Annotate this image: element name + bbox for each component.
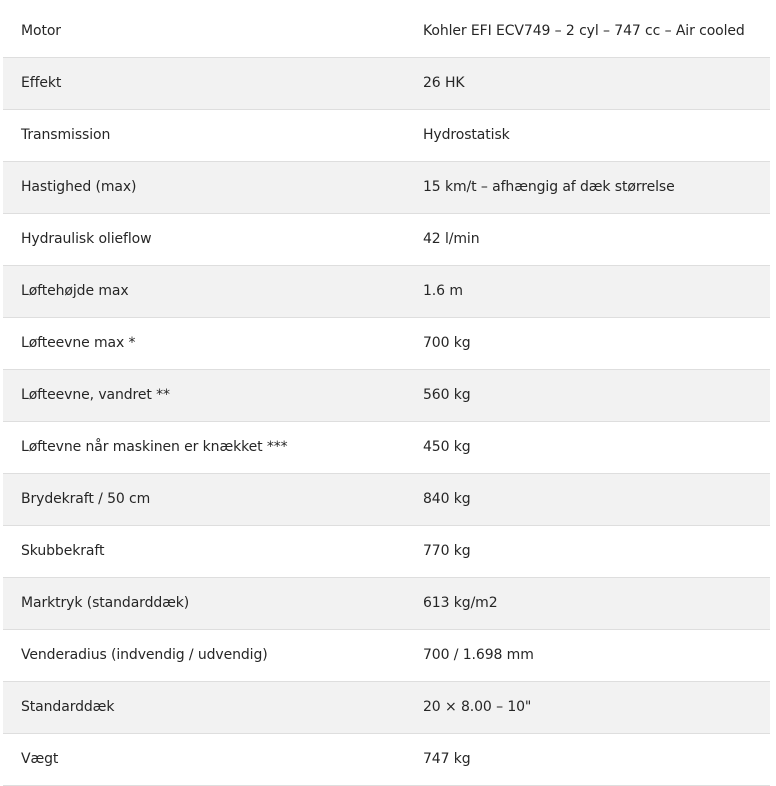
spec-label: Løfteevne max * (21, 335, 136, 351)
spec-row-hastighed (3, 162, 770, 214)
spec-value: 770 kg (423, 543, 471, 559)
spec-label: Effekt (21, 75, 62, 91)
spec-value: 450 kg (423, 439, 471, 455)
spec-value: 560 kg (423, 387, 471, 403)
spec-value: 747 kg (423, 751, 471, 767)
spec-row-lofthojde (3, 266, 770, 318)
spec-row-brydekraft (3, 474, 770, 526)
spec-row-skubbekraft (3, 526, 770, 578)
spec-row-vaegt (3, 734, 770, 786)
spec-row-standarddaek (3, 682, 770, 734)
spec-value: 26 HK (423, 75, 465, 91)
spec-row-lofteevne-max (3, 318, 770, 370)
spec-label: Vægt (21, 751, 59, 767)
spec-label: Skubbekraft (21, 543, 105, 559)
spec-row-venderadius (3, 630, 770, 682)
spec-row-effekt (3, 58, 770, 110)
spec-value: 42 l/min (423, 231, 480, 247)
spec-table (3, 6, 770, 786)
spec-row-transmission (3, 110, 770, 162)
spec-label: Hastighed (max) (21, 179, 137, 195)
spec-label: Motor (21, 23, 61, 39)
spec-row-marktryk (3, 578, 770, 630)
spec-label: Venderadius (indvendig / udvendig) (21, 647, 268, 663)
spec-value: Kohler EFI ECV749 – 2 cyl – 747 cc – Air cooled (423, 23, 745, 39)
spec-row-lofteevne-vandret (3, 370, 770, 422)
spec-label: Transmission (21, 127, 111, 143)
spec-value: 20 × 8.00 – 10" (423, 699, 532, 715)
spec-row-motor (3, 6, 770, 58)
spec-value: 613 kg/m2 (423, 595, 498, 611)
spec-value: 840 kg (423, 491, 471, 507)
spec-value: 700 / 1.698 mm (423, 647, 534, 663)
spec-label: Løfteevne, vandret ** (21, 387, 170, 403)
spec-label: Brydekraft / 50 cm (21, 491, 151, 507)
spec-value: 1.6 m (423, 283, 463, 299)
spec-row-olieflow (3, 214, 770, 266)
spec-row-lofteevne-knaekket (3, 422, 770, 474)
spec-value: 700 kg (423, 335, 471, 351)
spec-table-body (3, 6, 770, 786)
spec-label: Standarddæk (21, 699, 115, 715)
spec-label: Marktryk (standarddæk) (21, 595, 190, 611)
spec-value: Hydrostatisk (423, 127, 510, 143)
spec-label: Løftevne når maskinen er knækket *** (21, 439, 288, 455)
spec-label: Hydraulisk olieflow (21, 231, 152, 247)
spec-value: 15 km/t – afhængig af dæk størrelse (423, 179, 675, 195)
spec-label: Løftehøjde max (21, 283, 129, 299)
